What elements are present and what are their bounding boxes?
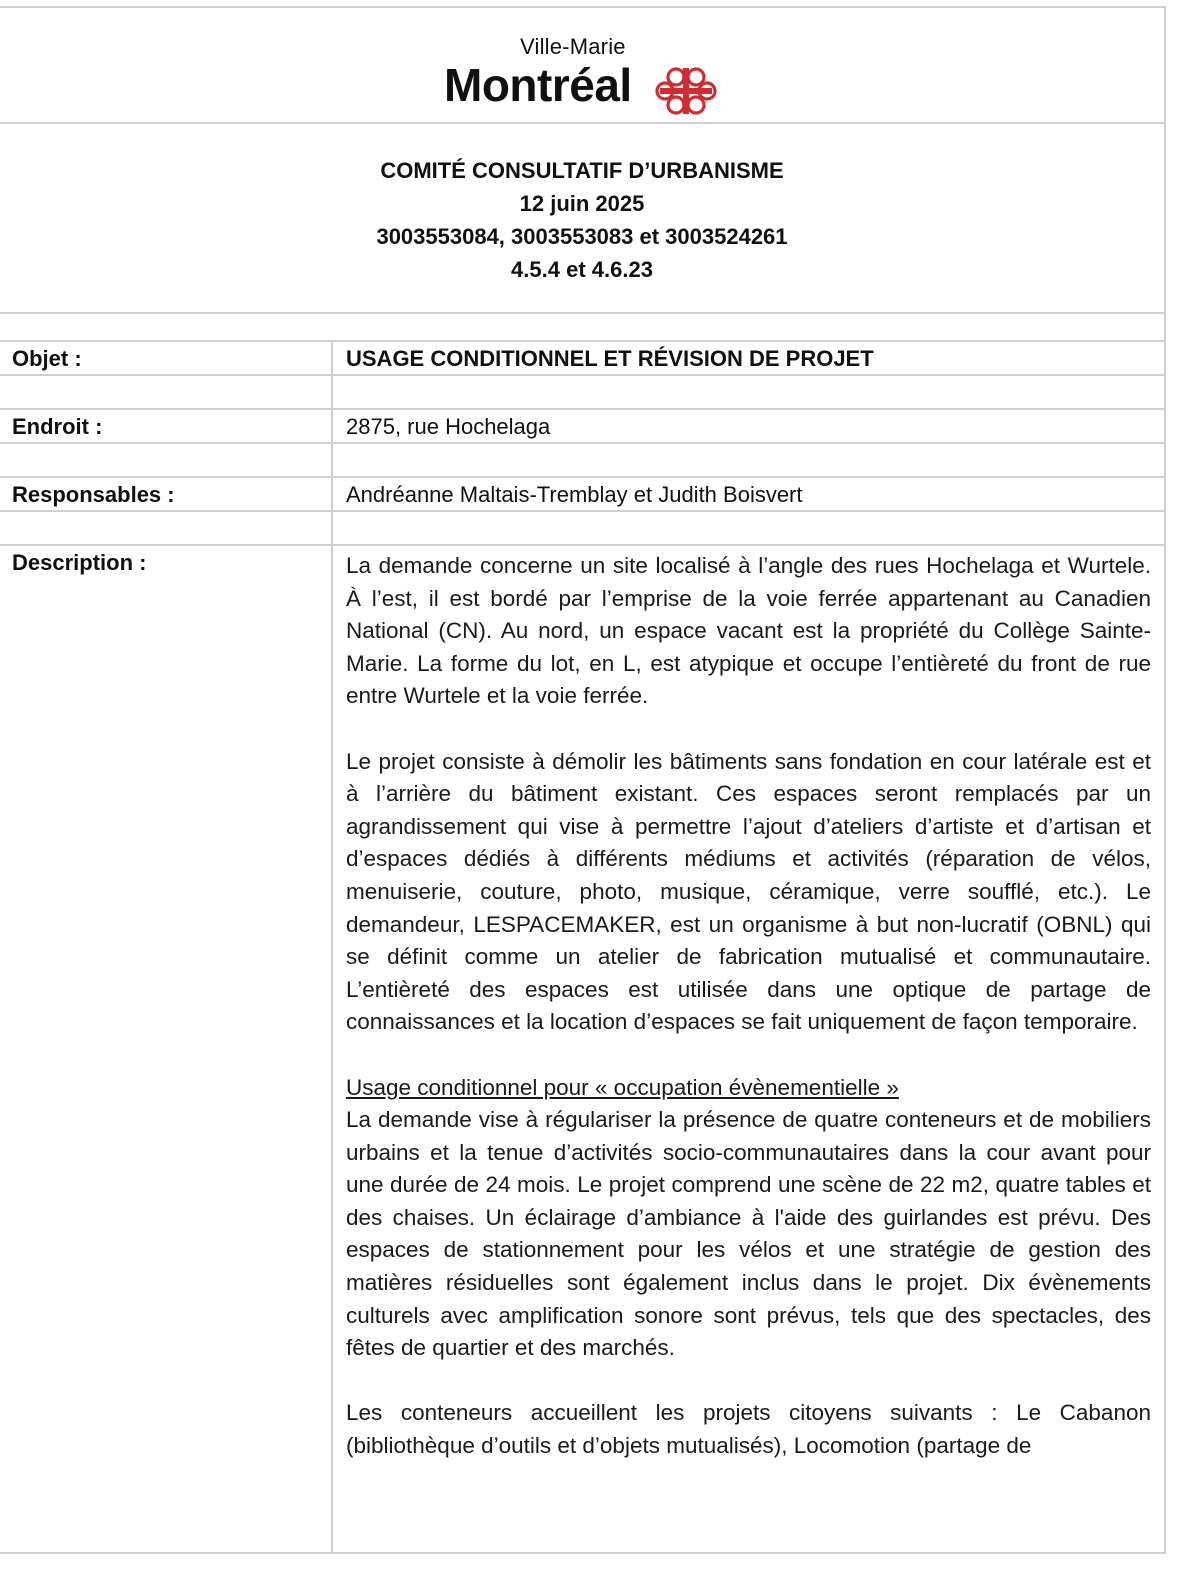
logo-borough-name: Ville-Marie: [520, 34, 626, 59]
document-page: [0, 6, 1166, 1554]
description-paragraph: La demande vise à régulariser la présence de quatre conteneurs et de mobiliers urbains et la tenue d’activités socio-communautaires dans la cour avant pour une durée de 24 mois. Le projet comprend une scène de 22 m2, quatre tables et des chaises. Un éclairage d’ambiance à l'aide des guirlandes est prévu. Des espaces de stationnement pour les vélos et une stratégie de gestion des matières résiduelles sont également inclus dans le projet. Dix évènements culturels avec amplification sonore sont prévus, tels que des spectacles, des fêtes de quartier et des marchés.: [346, 1107, 1151, 1361]
table-border: [0, 510, 1164, 512]
responsables-value: Andréanne Maltais-Tremblay et Judith Boisvert: [346, 482, 803, 507]
agenda-items: 4.5.4 et 4.6.23: [511, 257, 653, 282]
description-text: [346, 550, 1151, 1495]
file-numbers: 3003553084, 3003553083 et 3003524261: [376, 224, 788, 249]
logo-header: [0, 8, 1164, 124]
description-paragraph: Les conteneurs accueillent les projets citoyens suivants : Le Cabanon (bibliothèque d’outils et d’objets mutualisés), Locomotion (partage de: [346, 1400, 1151, 1459]
logo-city-name: Montréal: [444, 59, 632, 111]
table-border: [0, 340, 1164, 342]
ville-marie-montreal-logo: [444, 34, 734, 118]
description-paragraph: La demande concerne un site localisé à l’angle des rues Hochelaga et Wurtele. À l’est, il est bordé par l’emprise de la voie ferrée appartenant au Canadien National (CN). Au nord, un espace vacant est la propriété du Collège Sainte-Marie. La forme du lot, en L, est atypique et occupe l’entièreté du front de rue entre Wurtele et la voie ferrée.: [346, 553, 1151, 709]
endroit-label: Endroit :: [12, 414, 103, 439]
table-border: [0, 374, 1164, 376]
description-label: Description :: [12, 550, 147, 575]
meeting-date: 12 juin 2025: [519, 191, 645, 216]
description-paragraph: Le projet consiste à démolir les bâtiments sans fondation en cour latérale est et à l’arrière du bâtiment existant. Ces espaces seront remplacés par un agrandissement qui vise à permettre l’ajout d’ateliers d’artiste et d’artisan et d’espaces dédiés à différents médiums et activités (réparation de vélos, menuiserie, couture, photo, musique, céramique, verre soufflé, etc.). Le demandeur, LESPACEMAKER, est un organisme à but non-lucratif (OBNL) qui se définit comme un atelier de fabrication mutualisé et communautaire. L’entièreté des espaces est utilisée dans une optique de partage de connaissances et la location d’espaces se fait uniquement de façon temporaire.: [346, 748, 1151, 1035]
section-subheading: Usage conditionnel pour « occupation évènementielle »: [346, 1074, 899, 1100]
table-border: [0, 442, 1164, 444]
table-border: [0, 408, 1164, 410]
objet-value: USAGE CONDITIONNEL ET RÉVISION DE PROJET: [346, 346, 874, 371]
montreal-cross-icon: [654, 64, 718, 118]
responsables-label: Responsables :: [12, 482, 175, 507]
objet-label: Objet :: [12, 346, 82, 371]
table-border: [0, 544, 1164, 546]
description-section: [346, 1072, 1151, 1365]
table-column-divider: [331, 340, 333, 1554]
table-border: [0, 476, 1164, 478]
document-title-block: [0, 124, 1164, 314]
committee-title: COMITÉ CONSULTATIF D’URBANISME: [380, 158, 784, 183]
endroit-value: 2875, rue Hochelaga: [346, 414, 551, 439]
